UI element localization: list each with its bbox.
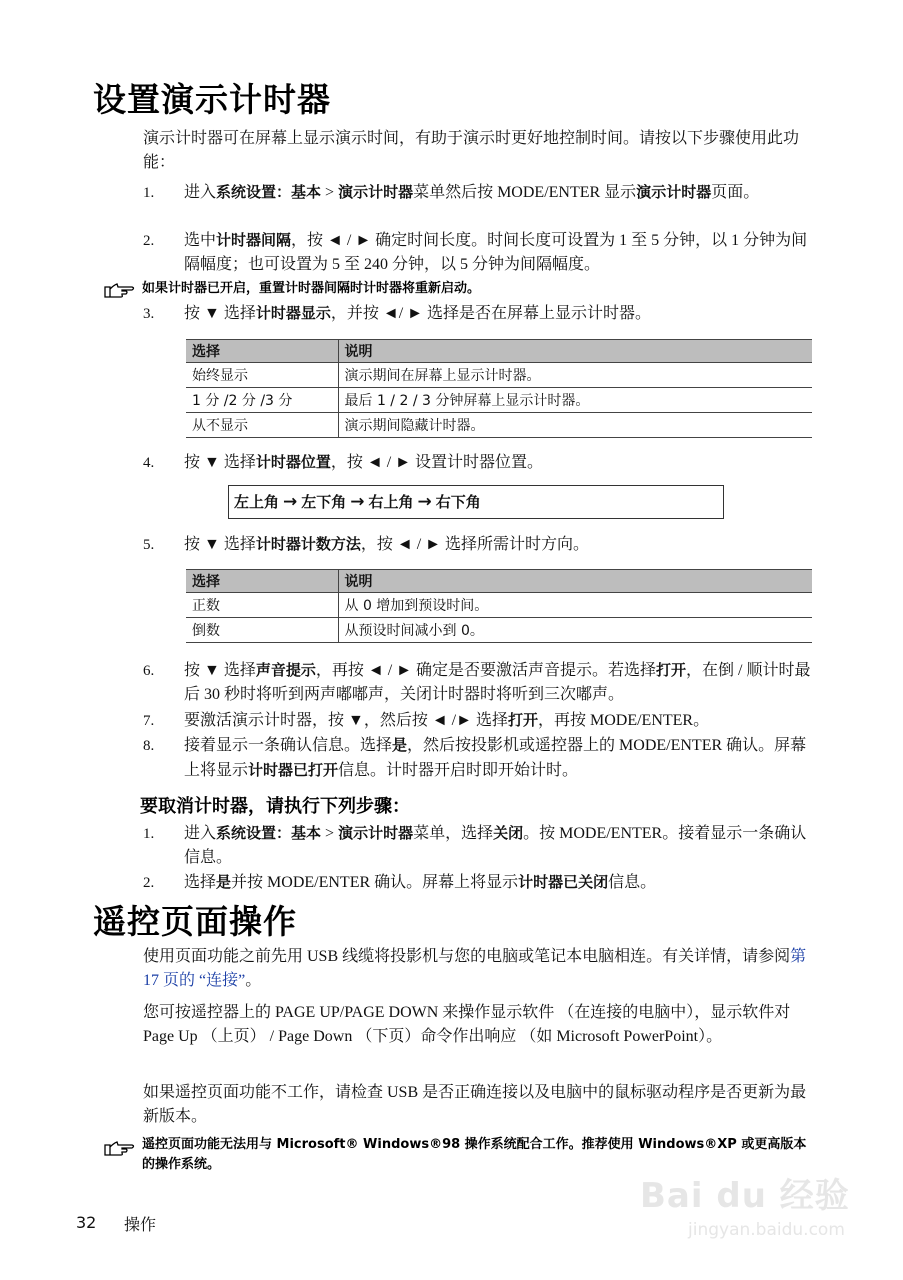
remote-paging-paragraph-3: 如果遥控页面功能不工作，请检查 USB 是否正确连接以及电脑中的鼠标驱动程序是否更新为最新版本。 xyxy=(143,1084,807,1125)
table-row xyxy=(186,413,812,438)
step-number: 2. xyxy=(143,233,155,249)
note-windows-compat: 遥控页面功能无法用与 Microsoft® Windows®98 操作系统配合工作。推荐使用 Windows®XP 或更高版本的操作系统。 xyxy=(142,1137,807,1172)
step-number: 7. xyxy=(143,713,155,729)
section-title-remote-paging: 遥控页面操作 xyxy=(93,902,297,941)
note-hand-icon xyxy=(104,1139,138,1159)
step-7: 要激活演示计时器，按 ▼，然后按 ◄ /► 选择打开，再按 MODE/ENTER。 xyxy=(184,711,710,729)
cancel-step-1: 进入系统设置：基本 > 演示计时器菜单，选择关闭。按 MODE/ENTER。接着显示一条确认信息。 xyxy=(184,824,807,866)
intro-paragraph: 演示计时器可在屏幕上显示演示时间，有助于演示时更好地控制时间。请按以下步骤使用此功能： xyxy=(143,130,800,171)
timer-count-table xyxy=(186,569,812,643)
step-number: 8. xyxy=(143,738,155,754)
step-number: 5. xyxy=(143,537,155,553)
table-header-row xyxy=(186,570,812,593)
cancel-step-2: 选择是并按 MODE/ENTER 确认。屏幕上将显示计时器已关闭信息。 xyxy=(184,873,657,891)
table-cell: 演示期间隐藏计时器。 xyxy=(338,413,812,438)
step-number: 6. xyxy=(143,663,155,679)
step-number: 1. xyxy=(143,185,155,201)
step-number: 1. xyxy=(143,826,155,842)
step-8: 接着显示一条确认信息。选择是，然后按投影机或遥控器上的 MODE/ENTER 确认。屏幕上将显示计时器已打开信息。计时器开启时即开始计时。 xyxy=(184,736,807,779)
table-cell: 始终显示 xyxy=(186,363,338,388)
table-row xyxy=(186,388,812,413)
baidu-watermark-logo: Bai du 经验 xyxy=(640,1176,850,1216)
note-timer-restart: 如果计时器已开启，重置计时器间隔时计时器将重新启动。 xyxy=(142,281,481,296)
cancel-subtitle: 要取消计时器，请执行下列步骤： xyxy=(140,796,410,817)
position-top-left: 左上角 xyxy=(234,493,280,511)
note-hand-icon xyxy=(104,281,138,301)
step-number: 4. xyxy=(143,455,155,471)
step-1: 进入系统设置：基本 > 演示计时器菜单然后按 MODE/ENTER 显示演示计时器页面。 xyxy=(184,183,760,201)
step-3: 按 ▼ 选择计时器显示，并按 ◄/ ► 选择是否在屏幕上显示计时器。 xyxy=(184,304,651,322)
step-4: 按 ▼ 选择计时器位置，按 ◄ / ► 设置计时器位置。 xyxy=(184,453,543,471)
timer-position-sequence xyxy=(228,485,724,519)
step-number: 2. xyxy=(143,875,155,891)
step-5: 按 ▼ 选择计时器计数方法，按 ◄ / ► 选择所需计时方向。 xyxy=(184,535,589,553)
remote-paging-paragraph-1: 使用页面功能之前先用 USB 线缆将投影机与您的电脑或笔记本电脑相连。有关详情，请参阅第 17 页的 “连接”。 xyxy=(143,948,807,989)
step-6: 按 ▼ 选择声音提示，再按 ◄ / ► 确定是否要激活声音提示。若选择打开，在倒 / 顺计时最后 30 秒时将听到两声嘟嘟声，关闭计时器时将听到三次嘟声。 xyxy=(184,661,811,703)
table-cell: 从预设时间减小到 0。 xyxy=(338,618,812,643)
footer-section-label: 操作 xyxy=(124,1215,157,1234)
arrow-right-icon: → xyxy=(417,492,432,512)
position-bottom-left: 左下角 xyxy=(301,493,347,511)
table-header-cell: 说明 xyxy=(338,340,812,363)
table-cell: 从不显示 xyxy=(186,413,338,438)
table-cell: 从 0 增加到预设时间。 xyxy=(338,593,812,618)
table-cell: 演示期间在屏幕上显示计时器。 xyxy=(338,363,812,388)
position-top-right: 右上角 xyxy=(368,493,414,511)
arrow-right-icon: → xyxy=(283,492,298,512)
step-number: 3. xyxy=(143,306,155,322)
connection-page-link[interactable]: 第 17 页的 “连接” xyxy=(143,948,807,989)
table-header-cell: 选择 xyxy=(186,340,338,363)
timer-display-table xyxy=(186,339,812,438)
arrow-right-icon: → xyxy=(350,492,365,512)
table-row xyxy=(186,363,812,388)
table-header-cell: 选择 xyxy=(186,570,338,593)
page-number: 32 xyxy=(76,1213,97,1232)
table-row xyxy=(186,618,812,643)
table-header-row xyxy=(186,340,812,363)
remote-paging-paragraph-2: 您可按遥控器上的 PAGE UP/PAGE DOWN 来操作显示软件 （在连接的电脑中），显示软件对 Page Up （上页） / Page Down （下页）命令作出响应 （如 Microsoft PowerPoint）。 xyxy=(143,1004,791,1045)
step-2: 选中计时器间隔，按 ◄ / ► 确定时间长度。时间长度可设置为 1 至 5 分钟，以 1 分钟为间隔幅度；也可设置为 5 至 240 分钟，以 5 分钟为间隔幅度。 xyxy=(184,231,808,273)
table-header-cell: 说明 xyxy=(338,570,812,593)
table-cell: 最后 1 / 2 / 3 分钟屏幕上显示计时器。 xyxy=(338,388,812,413)
baidu-watermark-url: jingyan.baidu.com xyxy=(688,1220,845,1240)
table-cell: 1 分 /2 分 /3 分 xyxy=(186,388,338,413)
table-cell: 倒数 xyxy=(186,618,338,643)
table-row xyxy=(186,593,812,618)
position-bottom-right: 右下角 xyxy=(435,493,481,511)
section-title-timer: 设置演示计时器 xyxy=(93,80,331,119)
table-cell: 正数 xyxy=(186,593,338,618)
